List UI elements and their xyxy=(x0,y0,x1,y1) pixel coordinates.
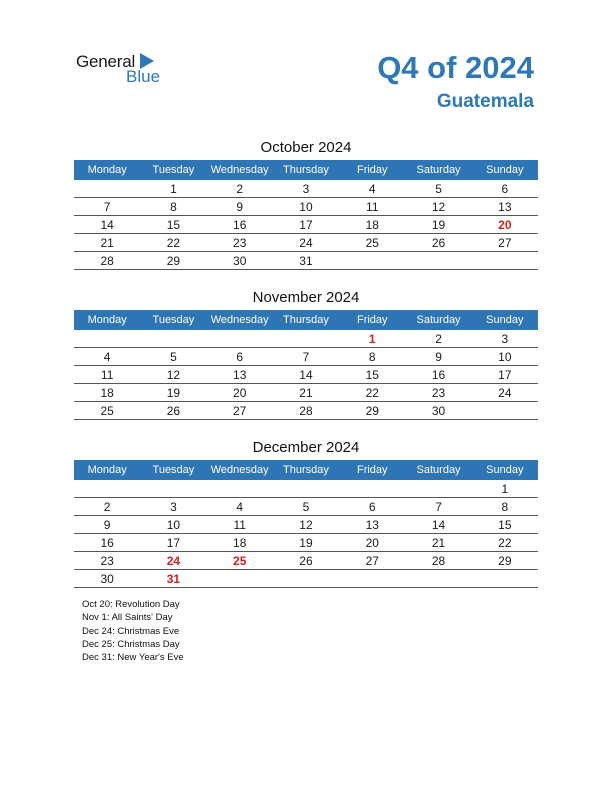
day-cell: 6 xyxy=(236,350,244,364)
day-cell: 30 xyxy=(100,572,114,586)
day-cell: 28 xyxy=(299,404,313,418)
day-cell xyxy=(405,570,471,587)
day-cell: 2 xyxy=(103,500,111,514)
week-row xyxy=(74,384,538,402)
month-title: October 2024 xyxy=(260,139,352,156)
logo-blue-text: Blue xyxy=(126,67,161,86)
day-cell: 30 xyxy=(431,404,446,418)
holiday-note: Dec 24: Christmas Eve xyxy=(82,625,180,637)
day-cell: 29 xyxy=(166,254,181,268)
day-cell xyxy=(405,480,471,497)
page-title: Q4 of 2024 xyxy=(377,50,534,85)
month-december xyxy=(74,438,538,588)
weekday-label: Tuesday xyxy=(152,164,195,176)
day-cell: 22 xyxy=(166,236,181,250)
day-cell: 28 xyxy=(100,254,114,268)
day-cell: 11 xyxy=(100,368,114,382)
day-cell: 4 xyxy=(236,500,244,514)
day-cell: 16 xyxy=(100,536,114,550)
weekday-label: Friday xyxy=(356,464,388,476)
day-cell: 10 xyxy=(498,350,512,364)
week-row xyxy=(74,480,538,498)
week-row xyxy=(74,516,538,534)
day-cell: 23 xyxy=(233,236,247,250)
weekday-label: Monday xyxy=(87,164,127,176)
day-cell: 28 xyxy=(431,554,446,568)
day-cell xyxy=(207,330,273,347)
day-cell: 11 xyxy=(233,518,246,532)
day-cell xyxy=(140,330,206,347)
day-cell: 20 xyxy=(233,386,247,400)
week-row xyxy=(74,348,538,366)
day-cell xyxy=(207,480,273,497)
week-row xyxy=(74,534,538,552)
weekday-label: Thursday xyxy=(283,464,329,476)
weekday-label: Monday xyxy=(87,314,127,326)
day-cell xyxy=(273,480,339,497)
weekday-label: Saturday xyxy=(416,314,461,326)
day-cell: 13 xyxy=(233,368,247,382)
week-row xyxy=(74,234,538,252)
day-cell: 18 xyxy=(365,218,379,232)
generalblue-logo xyxy=(76,52,186,92)
week-row xyxy=(74,552,538,570)
day-cell xyxy=(74,330,140,347)
day-cell xyxy=(140,480,206,497)
day-cell: 27 xyxy=(498,236,512,250)
day-cell: 6 xyxy=(368,500,376,514)
day-cell: 3 xyxy=(170,500,177,514)
day-cell: 4 xyxy=(368,182,376,196)
day-cell: 11 xyxy=(366,200,379,214)
day-cell: 27 xyxy=(233,404,247,418)
day-cell: 1 xyxy=(170,182,177,196)
day-cell xyxy=(472,402,538,419)
day-cell: 7 xyxy=(435,500,442,514)
day-cell: 24 xyxy=(166,554,181,568)
day-cell: 27 xyxy=(365,554,379,568)
week-row xyxy=(74,498,538,516)
month-title: December 2024 xyxy=(252,439,360,456)
day-cell: 25 xyxy=(100,404,114,418)
holiday-note: Oct 20: Revolution Day xyxy=(82,599,180,610)
day-cell: 29 xyxy=(365,404,379,418)
month-title: November 2024 xyxy=(252,289,360,306)
weekday-header xyxy=(74,460,538,480)
weekday-label: Thursday xyxy=(283,164,329,176)
weekday-label: Friday xyxy=(356,164,388,176)
day-cell: 22 xyxy=(365,386,379,400)
day-cell: 30 xyxy=(233,254,247,268)
month-october xyxy=(74,138,538,270)
weekday-label: Tuesday xyxy=(152,314,195,326)
day-cell: 20 xyxy=(365,536,379,550)
weekday-label: Monday xyxy=(87,464,127,476)
day-cell xyxy=(339,252,405,269)
day-cell: 21 xyxy=(431,536,446,550)
day-cell xyxy=(273,570,339,587)
day-cell: 2 xyxy=(236,182,244,196)
day-cell: 4 xyxy=(103,350,111,364)
day-cell: 21 xyxy=(100,236,114,250)
day-cell xyxy=(74,180,140,197)
day-cell: 14 xyxy=(299,368,313,382)
day-cell: 7 xyxy=(302,350,310,364)
week-row xyxy=(74,330,538,348)
day-cell: 13 xyxy=(365,518,379,532)
day-cell: 17 xyxy=(166,536,181,550)
day-cell: 14 xyxy=(431,518,446,532)
weekday-label: Sunday xyxy=(486,314,524,326)
day-cell: 17 xyxy=(498,368,512,382)
day-cell: 19 xyxy=(166,386,181,400)
weekday-label: Sunday xyxy=(486,464,524,476)
day-cell xyxy=(472,252,538,269)
day-cell: 5 xyxy=(302,500,310,514)
day-cell: 12 xyxy=(166,368,181,382)
day-cell: 6 xyxy=(501,182,509,196)
holiday-note: Dec 25: Christmas Day xyxy=(82,638,180,650)
day-cell xyxy=(74,480,140,497)
month-november xyxy=(74,288,538,420)
day-cell: 3 xyxy=(302,182,310,196)
weekday-label: Sunday xyxy=(486,164,524,176)
day-cell: 12 xyxy=(299,518,313,532)
day-cell: 16 xyxy=(431,368,446,382)
day-cell: 31 xyxy=(166,572,181,586)
day-cell: 9 xyxy=(435,350,442,364)
day-cell: 26 xyxy=(299,554,313,568)
weekday-label: Saturday xyxy=(416,464,461,476)
holiday-notes xyxy=(82,598,184,664)
week-row xyxy=(74,366,538,384)
day-cell: 15 xyxy=(166,218,181,232)
day-cell: 2 xyxy=(435,332,442,346)
day-cell: 12 xyxy=(431,200,446,214)
day-cell: 14 xyxy=(100,218,114,232)
logo-general-text: General xyxy=(76,52,136,71)
day-cell: 19 xyxy=(431,218,446,232)
day-cell: 18 xyxy=(100,386,114,400)
week-row xyxy=(74,216,538,234)
day-cell: 1 xyxy=(368,332,376,346)
weekday-header xyxy=(74,310,538,330)
day-cell: 18 xyxy=(233,536,247,550)
week-row xyxy=(74,180,538,198)
day-cell: 13 xyxy=(498,200,512,214)
day-cell xyxy=(405,252,471,269)
day-cell: 5 xyxy=(170,350,177,364)
day-cell: 8 xyxy=(170,200,177,214)
day-cell: 9 xyxy=(236,200,244,214)
week-row xyxy=(74,402,538,420)
day-cell: 19 xyxy=(299,536,313,550)
country-name: Guatemala xyxy=(436,91,534,112)
week-row xyxy=(74,570,538,588)
day-cell: 29 xyxy=(498,554,512,568)
day-cell: 24 xyxy=(299,236,313,250)
day-cell: 20 xyxy=(498,218,512,232)
day-cell: 22 xyxy=(498,536,512,550)
day-cell xyxy=(472,570,538,587)
week-row xyxy=(74,252,538,270)
weekday-label: Tuesday xyxy=(152,464,195,476)
weekday-header xyxy=(74,160,538,180)
day-cell: 1 xyxy=(501,482,509,496)
day-cell: 9 xyxy=(103,518,111,532)
weekday-label: Thursday xyxy=(283,314,329,326)
holiday-note: Nov 1: All Saints' Day xyxy=(82,612,173,624)
day-cell: 23 xyxy=(431,386,446,400)
day-cell: 26 xyxy=(431,236,446,250)
day-cell: 25 xyxy=(365,236,379,250)
day-cell: 31 xyxy=(299,254,313,268)
weekday-label: Saturday xyxy=(416,164,461,176)
day-cell xyxy=(339,480,405,497)
weekday-label: Wednesday xyxy=(210,164,269,176)
day-cell: 10 xyxy=(299,200,313,214)
day-cell: 8 xyxy=(368,350,376,364)
day-cell: 23 xyxy=(100,554,114,568)
day-cell: 17 xyxy=(299,218,313,232)
day-cell: 16 xyxy=(233,218,247,232)
day-cell: 8 xyxy=(501,500,509,514)
day-cell xyxy=(339,570,405,587)
day-cell: 15 xyxy=(365,368,379,382)
day-cell: 7 xyxy=(103,200,111,214)
day-cell: 3 xyxy=(501,332,509,346)
weekday-label: Friday xyxy=(356,314,388,326)
weekday-label: Wednesday xyxy=(210,464,269,476)
day-cell: 26 xyxy=(166,404,181,418)
day-cell: 25 xyxy=(233,554,247,568)
day-cell: 24 xyxy=(498,386,512,400)
day-cell xyxy=(207,570,273,587)
day-cell: 5 xyxy=(435,182,442,196)
day-cell: 21 xyxy=(299,386,313,400)
holiday-note: Dec 31: New Year's Eve xyxy=(82,652,184,664)
day-cell: 10 xyxy=(166,518,181,532)
day-cell xyxy=(273,330,339,347)
week-row xyxy=(74,198,538,216)
weekday-label: Wednesday xyxy=(210,314,269,326)
day-cell: 15 xyxy=(498,518,512,532)
